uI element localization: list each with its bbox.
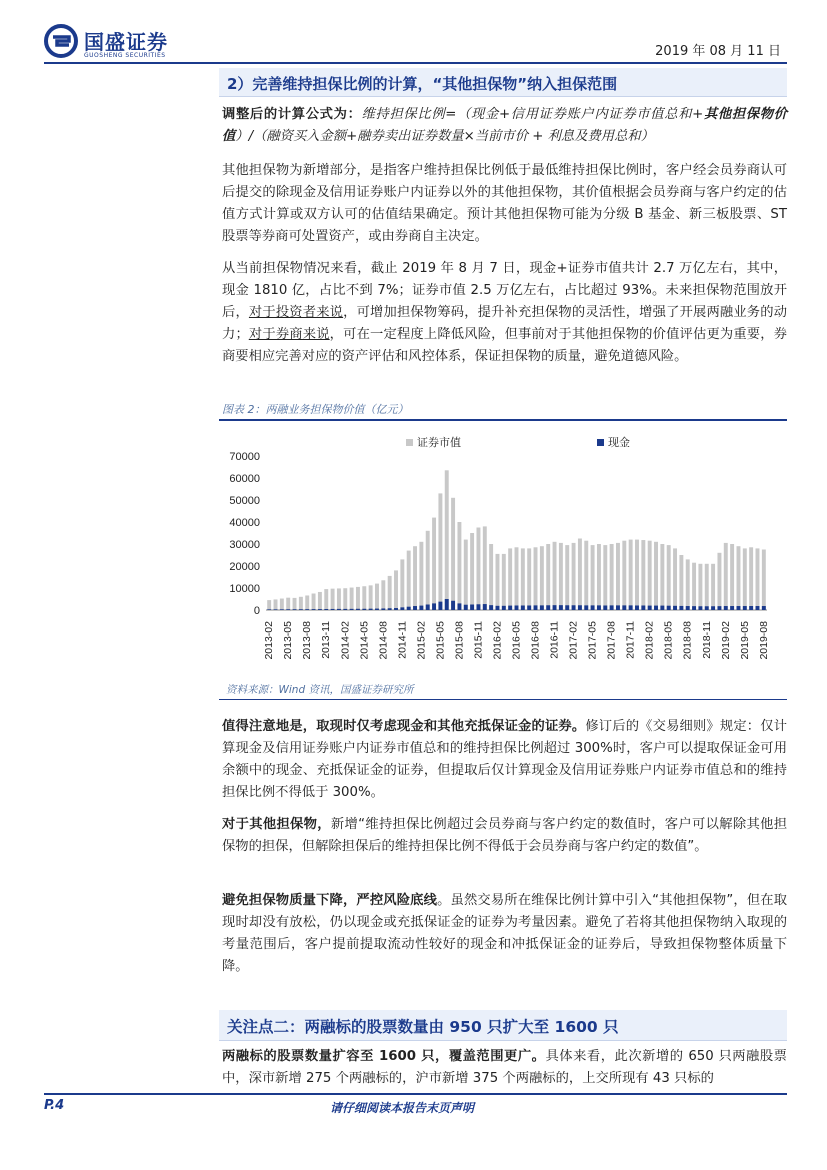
bar-securities [597, 544, 601, 610]
bar-securities [457, 522, 461, 610]
bar-securities [508, 548, 512, 610]
bar-securities [280, 599, 284, 610]
bar-securities [711, 564, 715, 610]
bar-securities [496, 554, 500, 610]
para2-part2: ，可增加担保物筹码，提升补充担保物的灵活性，增强了开展两融业务的动力； [222, 305, 788, 342]
bar-securities [660, 544, 664, 610]
formula-colon: ： [347, 107, 362, 122]
bar-cash [280, 609, 284, 610]
bar-cash [756, 606, 760, 610]
figure-bottom-rule [219, 699, 787, 700]
bar-cash [274, 609, 278, 610]
para5-lead: 避免担保物质量下降，严控风险底线 [222, 893, 438, 908]
x-tick-label: 2016-05 [510, 621, 523, 660]
bar-cash [457, 603, 461, 610]
x-tick-label: 2015-11 [472, 621, 485, 659]
bar-cash [432, 603, 436, 610]
bar-securities [483, 526, 487, 610]
bar-cash [521, 605, 525, 610]
para6-lead: 两融标的股票数量扩容至 1600 只，覆盖范围更广。 [222, 1049, 546, 1064]
formula-part3: ）/（融资买入金额+融券卖出证券数量×当前市价 + 利息及费用总和） [235, 129, 654, 144]
bar-cash [496, 606, 500, 610]
x-tick-label: 2019-08 [757, 621, 770, 660]
y-tick-label: 20000 [229, 561, 260, 573]
bar-cash [400, 607, 404, 610]
bar-securities [356, 587, 360, 610]
bar-cash [743, 606, 747, 610]
bar-securities [438, 493, 442, 610]
x-tick-label: 2013-05 [282, 621, 295, 660]
x-tick-label: 2016-11 [548, 621, 561, 659]
bar-securities [305, 595, 309, 610]
bar-securities [426, 531, 430, 610]
bar-securities [407, 551, 411, 610]
bar-securities [476, 528, 480, 611]
bar-securities [394, 570, 398, 610]
y-tick-label: 10000 [229, 583, 260, 595]
bar-cash [711, 606, 715, 610]
x-tick-label: 2017-02 [567, 621, 580, 660]
bar-cash [369, 609, 373, 610]
bar-cash [762, 606, 766, 610]
bar-cash [730, 606, 734, 610]
section-title-bar [219, 68, 787, 97]
bar-securities [527, 548, 531, 610]
bar-cash [324, 609, 328, 610]
bar-cash [343, 609, 347, 610]
bar-securities [445, 470, 449, 610]
paragraph-other-collateral: 其他担保物为新增部分，是指客户维持担保比例低于最低维持担保比例时，客户经会员券商认可后提交的除现金及信用证券账户内证券以外的其他担保物，其价值根据会员券商与客户约定的估值方式计算或双方认可的估值结果确定。预计其他担保物可能为分级 B 基金、新三板股票、ST 股票等券商可处置资产，或由券商自主决定。 [222, 163, 787, 244]
x-tick-label: 2019-02 [719, 621, 732, 660]
footer-divider [44, 1093, 787, 1095]
x-tick-label: 2015-02 [415, 621, 428, 660]
bar-securities [553, 542, 557, 610]
x-tick-label: 2015-08 [453, 621, 466, 660]
bar-securities [413, 546, 417, 610]
bar-securities [451, 498, 455, 610]
bar-cash [476, 604, 480, 610]
bar-cash [470, 605, 474, 611]
x-tick-label: 2018-02 [643, 621, 656, 660]
para4-body: 新增“维持担保比例超过会员券商与客户约定的数值时，客户可以解除其他担保物的担保，但解除担保后的维持担保比例不得低于会员券商与客户约定的数值”。 [222, 817, 788, 854]
x-tick-label: 2014-08 [377, 621, 390, 660]
x-tick-label: 2013-11 [320, 621, 333, 659]
bar-securities [724, 543, 728, 610]
bar-securities [388, 576, 392, 610]
bar-cash [686, 606, 690, 610]
bar-cash [286, 609, 290, 610]
collateral-value-chart [222, 428, 782, 678]
bar-cash [641, 605, 645, 610]
bar-securities [369, 585, 373, 610]
formula-paragraph [222, 104, 787, 148]
bar-securities [337, 588, 341, 610]
bar-securities [578, 539, 582, 611]
bar-cash [540, 605, 544, 610]
bar-cash [527, 605, 531, 610]
x-tick-label: 2016-08 [529, 621, 542, 660]
bar-securities [736, 546, 740, 610]
bar-securities [515, 547, 519, 610]
bar-securities [565, 545, 569, 610]
bar-cash [591, 605, 595, 610]
legend-swatch [597, 439, 604, 446]
bar-cash [445, 599, 449, 610]
bar-cash [426, 605, 430, 611]
bar-securities [267, 600, 271, 610]
para3-lead: 值得注意地是，取现时仅考虑现金和其他充抵保证金的证券。 [222, 719, 586, 734]
bar-securities [559, 543, 563, 610]
para3-body: 修订后的《交易细则》规定：仅计算现金及信用证券账户内证券市值总和的维持担保比例超过 300%时，客户可以提取保证金可用余额中的现金、充抵保证金的证券，但提取后仅计算现金及信用证券账户内证券市值总和的维持担保比例不得低于 300%。 [222, 719, 788, 800]
bar-cash [413, 606, 417, 610]
logo-mark-icon [44, 24, 78, 58]
bar-cash [267, 609, 271, 610]
x-tick-label: 2017-11 [624, 621, 637, 659]
bar-securities [591, 545, 595, 610]
bar-securities [572, 543, 576, 610]
bar-cash [692, 606, 696, 610]
x-tick-label: 2015-05 [434, 621, 447, 660]
bar-securities [654, 542, 658, 610]
legend-label: 证券市值 [417, 436, 461, 449]
bar-cash [381, 608, 385, 610]
y-tick-label: 60000 [229, 473, 260, 485]
bar-cash [736, 606, 740, 610]
formula-part1: 维持担保比例=（现金+信用证券账户内证券市值总和+ [361, 107, 704, 122]
x-tick-label: 2016-02 [491, 621, 504, 660]
section-title: 2）完善维持担保比例的计算，“其他担保物”纳入担保范围 [227, 75, 618, 93]
bar-securities [584, 541, 588, 610]
bar-cash [515, 605, 519, 610]
bar-securities [324, 589, 328, 610]
bar-securities [749, 547, 753, 610]
bar-cash [375, 609, 379, 610]
bar-cash [534, 605, 538, 610]
x-tick-label: 2014-11 [396, 621, 409, 659]
bar-securities [698, 564, 702, 610]
bar-securities [362, 586, 366, 610]
bar-securities [312, 594, 316, 611]
formula-lead: 调整后的计算公式为 [222, 107, 348, 122]
bar-securities [546, 544, 550, 610]
figure-caption: 图表 2：两融业务担保物价值（亿元） [222, 403, 409, 416]
bar-cash [388, 608, 392, 610]
bar-cash [318, 609, 322, 610]
bar-cash [483, 604, 487, 610]
paragraph-withdrawal [222, 716, 787, 804]
bar-cash [584, 605, 588, 610]
bar-securities [610, 544, 614, 610]
bar-cash [305, 609, 309, 610]
bar-securities [603, 545, 607, 610]
x-tick-label: 2013-08 [301, 621, 314, 660]
bar-cash [749, 606, 753, 610]
bar-securities [616, 543, 620, 610]
para5-body: 。虽然交易所在维保比例计算中引入“其他担保物”，但在取现时却没有放松，仍以现金或充抵保证金的证券为考量因素。避免了若将其他担保物纳入取现的考量范围后，客户提前提取流动性较好的现金和冲抵保证金的证券后，导致担保物整体质量下降。 [222, 893, 788, 974]
bar-securities [667, 545, 671, 610]
bar-securities [489, 544, 493, 610]
para2-part1: 从当前担保物情况来看，截止 2019 年 8 月 7 日，现金+证券市值共计 2.7 万亿左右，其中，现金 1810 亿，占比不到 7%；证券市值 2.5 万亿左右，占比超过 93%。未来担保物范围放开后， [222, 261, 787, 320]
figure-top-rule [219, 419, 787, 421]
bar-securities [464, 540, 468, 610]
bar-cash [616, 605, 620, 610]
bar-securities [521, 548, 525, 610]
bar-cash [419, 606, 423, 610]
legend-swatch [406, 439, 413, 446]
bar-securities [350, 588, 354, 610]
bar-cash [622, 605, 626, 610]
bar-securities [381, 580, 385, 610]
bar-cash [667, 606, 671, 610]
bar-cash [572, 605, 576, 610]
bar-securities [299, 597, 303, 610]
page-number: P.4 [44, 1098, 65, 1113]
bar-securities [635, 540, 639, 610]
y-tick-label: 30000 [229, 539, 260, 551]
bar-cash [660, 606, 664, 610]
bar-cash [394, 608, 398, 610]
x-tick-label: 2014-05 [358, 621, 371, 660]
para6-body: 具体来看，此次新增的 650 只两融股票中，深市新增 275 个两融标的，沪市新增 375 个两融标的，上交所现有 43 只标的 [222, 1049, 787, 1086]
bar-securities [534, 547, 538, 610]
bar-cash [407, 607, 411, 610]
bar-cash [698, 606, 702, 610]
bar-securities [318, 592, 322, 610]
bar-cash [438, 602, 442, 610]
section2-title-bar [219, 1010, 787, 1041]
para2-underline-brokers: 对于券商来说 [248, 327, 330, 342]
bar-cash [629, 605, 633, 610]
bar-cash [546, 605, 550, 610]
figure-source: 资料来源：Wind 资讯，国盛证券研究所 [226, 684, 414, 696]
bar-cash [502, 606, 506, 610]
legend-label: 现金 [608, 436, 630, 449]
bar-securities [705, 564, 709, 610]
bar-cash [705, 606, 709, 610]
para2-underline-investors: 对于投资者来说 [248, 305, 344, 320]
bar-cash [356, 609, 360, 610]
bar-securities [419, 542, 423, 610]
logo-subtext: GUOSHENG SECURITIES [84, 52, 166, 59]
paragraph-risk-control [222, 890, 787, 978]
bar-securities [756, 548, 760, 610]
bar-cash [299, 609, 303, 610]
bar-securities [286, 598, 290, 610]
x-tick-label: 2018-11 [700, 621, 713, 659]
bar-cash [464, 605, 468, 610]
x-tick-label: 2019-05 [738, 621, 751, 660]
bar-cash [603, 605, 607, 610]
paragraph-current-collateral [222, 258, 787, 368]
bar-cash [508, 606, 512, 610]
footer-disclaimer: 请仔细阅读本报告末页声明 [330, 1101, 475, 1115]
bar-securities [686, 559, 690, 610]
bar-securities [540, 546, 544, 610]
company-logo [44, 24, 184, 64]
report-date: 2019 年 08 月 11 日 [655, 44, 781, 59]
bar-cash [597, 605, 601, 610]
formula-part2: 其他担保物价值 [222, 107, 788, 144]
y-tick-label: 40000 [229, 517, 260, 529]
bar-securities [717, 553, 721, 610]
x-tick-label: 2014-02 [339, 621, 352, 660]
bar-cash [331, 609, 335, 610]
bar-securities [293, 598, 297, 610]
bar-cash [578, 605, 582, 610]
bar-cash [724, 606, 728, 610]
bar-cash [565, 605, 569, 610]
bar-cash [717, 606, 721, 610]
paragraph-release-collateral [222, 814, 787, 858]
bar-securities [730, 544, 734, 610]
bar-securities [375, 584, 379, 610]
x-tick-label: 2017-08 [605, 621, 618, 660]
bar-cash [610, 605, 614, 610]
bar-cash [648, 606, 652, 610]
logo-text: 国盛证券 [84, 30, 168, 54]
x-tick-label: 2013-02 [263, 621, 276, 660]
para2-part3: ，可在一定程度上降低风险，但事前对于其他担保物的价值评估更为重要，券商要相应完善对应的资产评估和风控体系，保证担保物的质量，避免道德风险。 [222, 327, 788, 364]
bar-cash [679, 606, 683, 610]
bar-securities [692, 563, 696, 610]
bar-cash [362, 609, 366, 610]
bar-securities [641, 540, 645, 610]
bar-securities [274, 599, 278, 610]
x-tick-label: 2017-05 [586, 621, 599, 660]
bar-cash [654, 606, 658, 610]
section2-title: 关注点二：两融标的股票数量由 950 只扩大至 1600 只 [227, 1018, 619, 1036]
bar-securities [331, 589, 335, 610]
bar-cash [635, 605, 639, 610]
bar-securities [679, 555, 683, 610]
bar-securities [343, 588, 347, 610]
bar-securities [622, 541, 626, 610]
bar-securities [502, 554, 506, 610]
bar-cash [489, 605, 493, 610]
bar-cash [293, 609, 297, 610]
bar-cash [451, 601, 455, 610]
bar-securities [762, 550, 766, 611]
x-tick-label: 2018-08 [681, 621, 694, 660]
bar-securities [470, 533, 474, 610]
header-divider [44, 62, 787, 64]
bar-securities [743, 548, 747, 610]
bar-securities [673, 548, 677, 610]
bar-securities [432, 518, 436, 610]
bar-cash [337, 609, 341, 610]
bar-cash [350, 609, 354, 610]
para4-lead: 对于其他担保物， [222, 817, 331, 832]
bar-securities [648, 541, 652, 610]
x-tick-label: 2018-05 [662, 621, 675, 660]
paragraph-stock-expansion [222, 1046, 787, 1090]
bar-cash [559, 605, 563, 610]
bar-cash [673, 606, 677, 610]
bar-cash [553, 605, 557, 610]
y-tick-label: 0 [253, 605, 260, 617]
bar-cash [312, 609, 316, 610]
y-tick-label: 50000 [229, 495, 260, 507]
bar-securities [629, 540, 633, 610]
y-tick-label: 70000 [229, 451, 260, 463]
bar-securities [400, 559, 404, 610]
